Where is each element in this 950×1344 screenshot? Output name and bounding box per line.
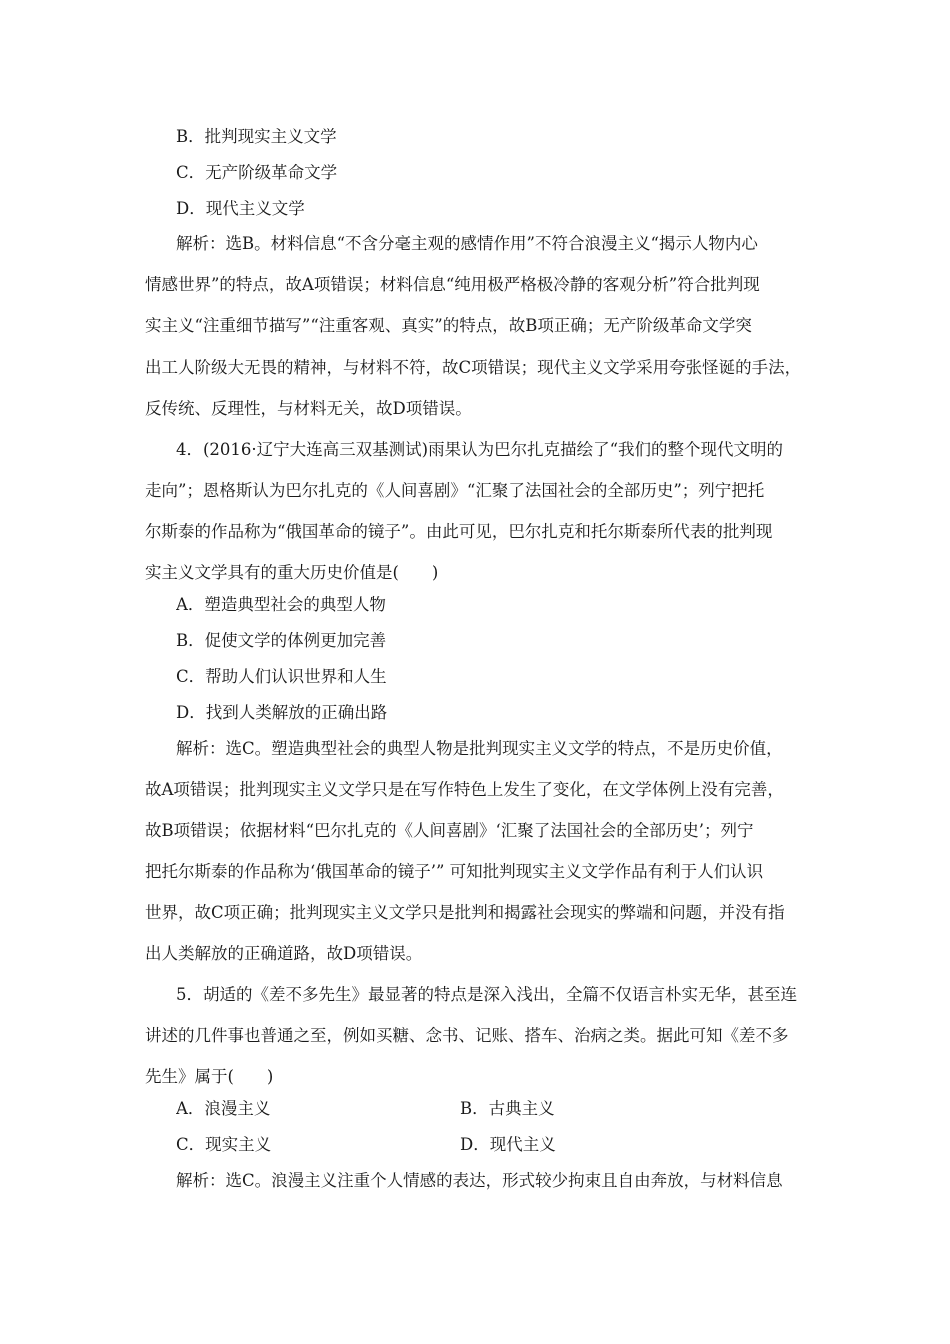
q3-analysis-line: 情感世界”的特点，故A项错误；材料信息“纯用极严格极冷静的客观分析”符合批判现 (145, 275, 760, 294)
q4-stem-line: 4．(2016·辽宁大连高三双基测试)雨果认为巴尔扎克描绘了“我们的整个现代文明的 (176, 440, 784, 459)
q5-option-c: C．现实主义 (176, 1135, 272, 1154)
q3-analysis-line: 出工人阶级大无畏的精神，与材料不符，故C项错误；现代主义文学采用夸张怪诞的手法， (145, 358, 802, 377)
q5-stem-line: 讲述的几件事也普通之至，例如买糖、念书、记账、搭车、治病之类。据此可知《差不多 (145, 1026, 789, 1045)
q4-analysis-line: 把托尔斯泰的作品称为‘俄国革命的镜子’” 可知批判现实主义文学作品有利于人们认识 (145, 862, 764, 881)
q4-option-b: B．促使文学的体例更加完善 (176, 631, 387, 650)
q4-option-c: C．帮助人们认识世界和人生 (176, 667, 387, 686)
q4-analysis-line: 故B项错误；依据材料“巴尔扎克的《人间喜剧》‘汇聚了法国社会的全部历史’；列宁 (145, 821, 754, 840)
q5-option-d: D．现代主义 (460, 1135, 556, 1154)
q4-analysis-line: 故A项错误；批判现实主义文学只是在写作特色上发生了变化，在文学体例上没有完善， (145, 780, 784, 799)
q4-stem-line: 实主义文学具有的重大历史价值是( ) (145, 563, 439, 582)
q4-option-d: D．找到人类解放的正确出路 (176, 703, 388, 722)
q5-stem-line: 先生》属于( ) (145, 1067, 274, 1086)
q4-analysis-line: 世界，故C项正确；批判现实主义文学只是批判和揭露社会现实的弊端和问题，并没有指 (145, 903, 785, 922)
q5-option-a: A．浪漫主义 (176, 1099, 271, 1118)
q3-option-b: B．批判现实主义文学 (176, 127, 337, 146)
q4-option-a: A．塑造典型社会的典型人物 (176, 595, 386, 614)
q3-option-c: C．无产阶级革命文学 (176, 163, 338, 182)
q4-analysis-line: 解析：选C。塑造典型社会的典型人物是批判现实主义文学的特点，不是历史价值， (176, 739, 783, 758)
q4-stem-line: 走向”；恩格斯认为巴尔扎克的《人间喜剧》“汇聚了法国社会的全部历史”；列宁把托 (145, 481, 765, 500)
q4-analysis-line: 出人类解放的正确道路，故D项错误。 (145, 944, 423, 963)
q5-stem-line: 5．胡适的《差不多先生》最显著的特点是深入浅出，全篇不仅语言朴实无华，甚至连 (176, 985, 797, 1004)
q5-analysis-line: 解析：选C。浪漫主义注重个人情感的表达，形式较少拘束且自由奔放，与材料信息 (176, 1171, 783, 1190)
q3-option-d: D．现代主义文学 (176, 199, 305, 218)
q3-analysis-line: 实主义“注重细节描写”“注重客观、真实”的特点，故B项正确；无产阶级革命文学突 (145, 316, 752, 335)
q4-stem-line: 尔斯泰的作品称为“俄国革命的镜子”。由此可见，巴尔扎克和托尔斯泰所代表的批判现 (145, 522, 773, 541)
q3-analysis-line: 反传统、反理性，与材料无关，故D项错误。 (145, 399, 472, 418)
q3-analysis-line: 解析：选B。材料信息“不含分毫主观的感情作用”不符合浪漫主义“揭示人物内心 (176, 234, 758, 253)
q5-option-b: B．古典主义 (460, 1099, 555, 1118)
